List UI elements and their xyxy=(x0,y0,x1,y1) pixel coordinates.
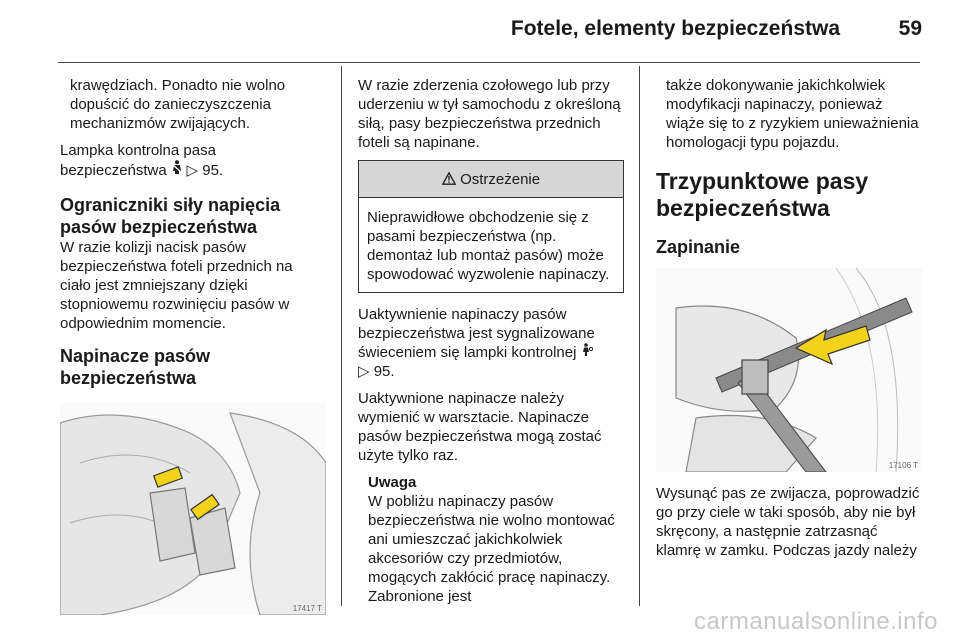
page-header xyxy=(0,0,960,60)
paragraph-collision: W razie zderzenia czołowego lub przy uderzeniu w tył samochodu z określoną siłą, pasy bezpieczeństwa przednich foteli są napinane. xyxy=(358,77,621,151)
warning-title: Ostrzeżenie xyxy=(460,171,541,188)
paragraph-fasten-instructions: Wysunąć pas ze zwijacza, poprowadzić go przy ciele w taki sposób, aby nie był skręcony, a następnie zatrzasnąć klamrę w zamku. Podczas jazdy należy xyxy=(656,485,920,559)
paragraph-retractors: krawędziach. Ponadto nie wolno dopuścić do zanieczyszczenia mechanizmów zwijających. xyxy=(70,77,286,132)
warning-text: Nieprawidłowe obchodzenie się z pasami bezpieczeństwa (np. demontaż lub montaż pasów) może spowodować wyzwolenie napinaczy. xyxy=(367,209,610,283)
warning-triangle-icon xyxy=(442,171,460,188)
warning-header xyxy=(359,161,623,198)
column-divider-1 xyxy=(341,66,342,606)
belt-fastening-illustration xyxy=(656,268,922,472)
column-3 xyxy=(656,76,922,568)
figure-seat-pretensioner xyxy=(60,403,326,615)
seat-buckle-illustration xyxy=(60,403,326,615)
warning-lamp-text: Lampka kontrolna pasa bezpieczeństwa xyxy=(60,142,216,179)
note-title: Uwaga xyxy=(368,474,417,491)
paragraph-activation xyxy=(358,305,624,381)
warning-box xyxy=(358,160,624,293)
heading-fastening: Zapinanie xyxy=(656,237,741,257)
figure-number: 17106 T xyxy=(888,461,918,470)
paragraph-warning-lamp xyxy=(60,141,322,180)
paragraph-replacement: Uaktywnione napinacze należy wymienić w warsztacie. Napinacze pasów bezpieczeństwa mogą zostać użyte tylko raz. xyxy=(358,390,602,464)
heading-force-limiters: Ograniczniki siły napięcia pasów bezpieczeństwa xyxy=(60,195,281,237)
note-text: W pobliżu napinaczy pasów bezpieczeństwa nie wolno montować ani umieszczać jakichkolwiek akcesoriów czy przedmiotów, mogących zakłócić pracę napinaczy. Zabronione jest xyxy=(368,493,615,605)
figure-belt-fastening xyxy=(656,268,922,472)
page-number: 59 xyxy=(898,17,922,40)
column-1 xyxy=(60,76,322,615)
page-title: Fotele, elementy bezpieczeństwa xyxy=(510,17,840,40)
paragraph-modifications: także dokonywanie jakichkolwiek modyfikacji napinaczy, ponieważ wiąże się to z ryzykiem unieważnienia homologacji typu pojazdu. xyxy=(666,77,919,151)
reference-arrow-icon: ▷ xyxy=(358,363,370,380)
heading-pretensioners: Napinacze pasów bezpieczeństwa xyxy=(60,346,211,388)
note-block xyxy=(358,473,624,606)
watermark: carmanualsonline.info xyxy=(694,608,938,635)
warning-body xyxy=(359,198,623,292)
header-divider xyxy=(58,62,920,63)
column-divider-2 xyxy=(639,66,640,606)
heading-three-point-belts: Trzypunktowe pasy bezpieczeństwa xyxy=(656,168,869,221)
reference-arrow-icon: ▷ xyxy=(186,162,199,179)
seatbelt-warning-icon xyxy=(171,163,187,178)
page-reference-link[interactable]: 95. xyxy=(373,363,395,380)
column-2 xyxy=(358,76,624,614)
page-reference-link[interactable]: 95. xyxy=(202,162,224,179)
airbag-warning-icon xyxy=(581,345,593,360)
activation-text: Uaktywnienie napinaczy pasów bezpieczeństwa jest sygnalizowane świeceniem się lampki kontrolnej xyxy=(358,306,595,361)
figure-number: 17417 T xyxy=(292,604,322,613)
paragraph-force-limiters: W razie kolizji nacisk pasów bezpieczeństwa foteli przednich na ciało jest zmniejszany dzięki stopniowemu rozwinięciu pasów w odpowiednim momencie. xyxy=(60,239,293,332)
